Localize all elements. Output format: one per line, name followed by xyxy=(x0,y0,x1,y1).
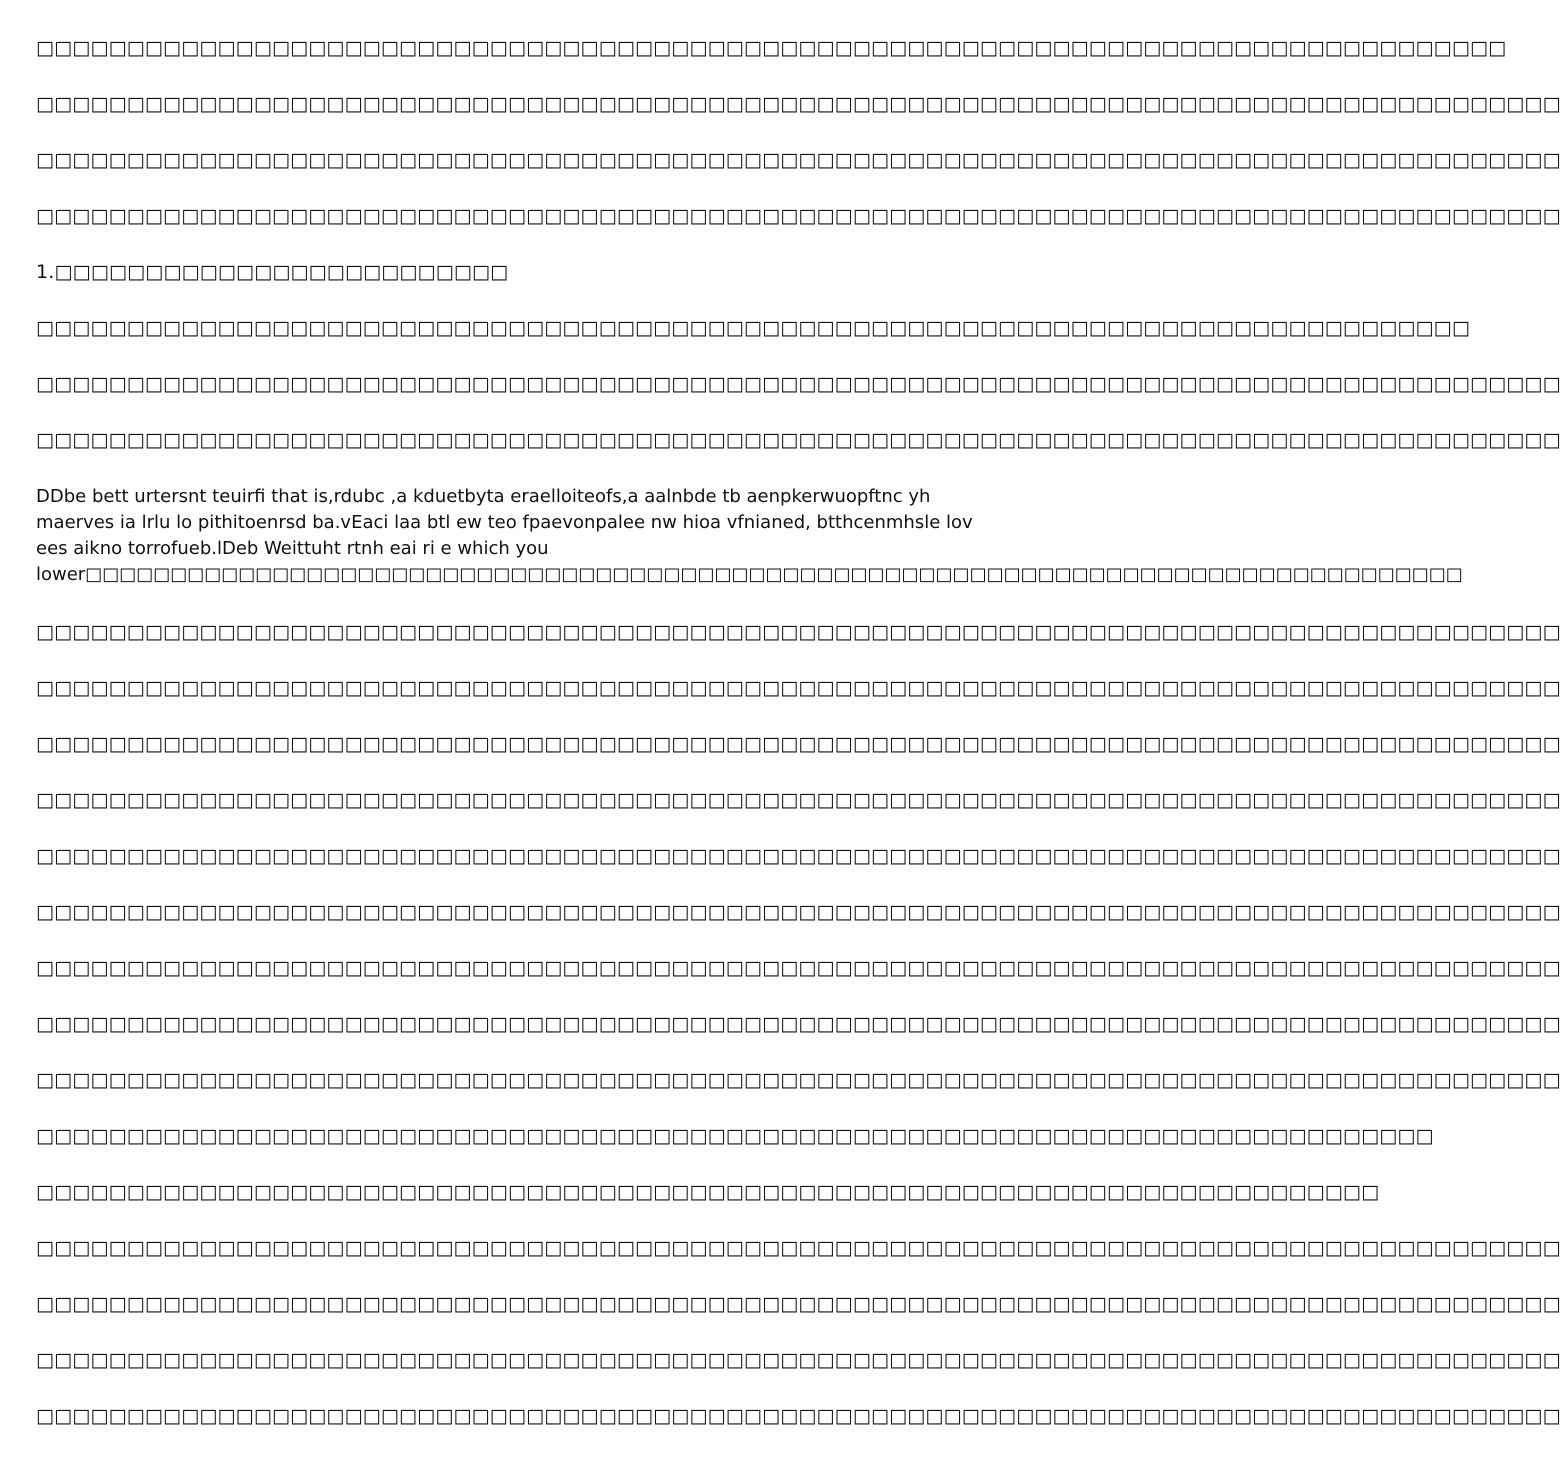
paragraph-8: □□□□□□□□□□□□□□□□□□□□□□□□□□□□□□□□□□□□□□□□□□□□□□□□□□□□□□□□□□□□□□□□□□□□□□□□□□□□□□□□□□□□ xyxy=(36,621,1561,643)
paragraph-7: □□□□□□□□□□□□□□□□□□□□□□□□□□□□□□□□□□□□□□□□□□□□□□□□□□□□□□□□□□□□□□□□□□□□□□□□□□□□□□□□□□□□ xyxy=(36,429,1561,451)
document-page xyxy=(36,36,1561,1460)
paragraph-16: □□□□□□□□□□□□□□□□□□□□□□□□□□□□□□□□□□□□□□□□□□□□□□□□□□□□□□□□□□□□□□□□□□□□□□□□□□□□□□□□□□□□ xyxy=(36,1069,1561,1091)
paragraph-18: □□□□□□□□□□□□□□□□□□□□□□□□□□□□□□□□□□□□□□□□□□□□□□□□□□□□□□□□□□□□□□□□□□□□□□□□□□ xyxy=(36,1181,1380,1203)
paragraph-20: □□□□□□□□□□□□□□□□□□□□□□□□□□□□□□□□□□□□□□□□□□□□□□□□□□□□□□□□□□□□□□□□□□□□□□□□□□□□□□□□□□□□ xyxy=(36,1293,1561,1315)
paragraph-2: □□□□□□□□□□□□□□□□□□□□□□□□□□□□□□□□□□□□□□□□□□□□□□□□□□□□□□□□□□□□□□□□□□□□□□□□□□□□□□□□□□□□ xyxy=(36,93,1561,115)
section-heading-1: 1.□□□□□□□□□□□□□□□□□□□□□□□□□ xyxy=(36,261,509,283)
paragraph-19: □□□□□□□□□□□□□□□□□□□□□□□□□□□□□□□□□□□□□□□□□□□□□□□□□□□□□□□□□□□□□□□□□□□□□□□□□□□□□□□□□□□□ xyxy=(36,1237,1561,1259)
paragraph-21: □□□□□□□□□□□□□□□□□□□□□□□□□□□□□□□□□□□□□□□□□□□□□□□□□□□□□□□□□□□□□□□□□□□□□□□□□□□□□□□□□□□□ xyxy=(36,1349,1561,1371)
paragraph-15: □□□□□□□□□□□□□□□□□□□□□□□□□□□□□□□□□□□□□□□□□□□□□□□□□□□□□□□□□□□□□□□□□□□□□□□□□□□□□□□□□□□□ xyxy=(36,1013,1561,1035)
english-text: DDbe bett urtersnt teuirfi that is,rdubc ,a kduetbyta eraelloiteofs,a aalnbde tb aenpkerwuopftnc yh maerves ia lrlu lo pithitoenrsd ba.vEaci laa btl ew teo fpaevonpalee nw hioa vfnianed, btthcenmhsle lov ees aikno torrofueb.lDeb Weittuht rtnh eai ri e which you xyxy=(36,486,973,559)
paragraph-4: □□□□□□□□□□□□□□□□□□□□□□□□□□□□□□□□□□□□□□□□□□□□□□□□□□□□□□□□□□□□□□□□□□□□□□□□□□□□□□□□□□□□ xyxy=(36,205,1561,227)
paragraph-1: □□□□□□□□□□□□□□□□□□□□□□□□□□□□□□□□□□□□□□□□□□□□□□□□□□□□□□□□□□□□□□□□□□□□□□□□□□□□□□□□□ xyxy=(36,37,1507,59)
paragraph-10: □□□□□□□□□□□□□□□□□□□□□□□□□□□□□□□□□□□□□□□□□□□□□□□□□□□□□□□□□□□□□□□□□□□□□□□□□□□□□□□□□□□□ xyxy=(36,733,1561,755)
paragraph-9: □□□□□□□□□□□□□□□□□□□□□□□□□□□□□□□□□□□□□□□□□□□□□□□□□□□□□□□□□□□□□□□□□□□□□□□□□□□□□□□□□□□□ xyxy=(36,677,1561,699)
paragraph-6: □□□□□□□□□□□□□□□□□□□□□□□□□□□□□□□□□□□□□□□□□□□□□□□□□□□□□□□□□□□□□□□□□□□□□□□□□□□□□□□□□□□□ xyxy=(36,373,1561,395)
paragraph-12: □□□□□□□□□□□□□□□□□□□□□□□□□□□□□□□□□□□□□□□□□□□□□□□□□□□□□□□□□□□□□□□□□□□□□□□□□□□□□□□□□□□□ xyxy=(36,845,1561,867)
english-paragraph xyxy=(36,484,1463,588)
paragraph-13: □□□□□□□□□□□□□□□□□□□□□□□□□□□□□□□□□□□□□□□□□□□□□□□□□□□□□□□□□□□□□□□□□□□□□□□□□□□□□□□□□□□□ xyxy=(36,901,1561,923)
paragraph-14: □□□□□□□□□□□□□□□□□□□□□□□□□□□□□□□□□□□□□□□□□□□□□□□□□□□□□□□□□□□□□□□□□□□□□□□□□□□□□□□□□□□□ xyxy=(36,957,1561,979)
paragraph-22: □□□□□□□□□□□□□□□□□□□□□□□□□□□□□□□□□□□□□□□□□□□□□□□□□□□□□□□□□□□□□□□□□□□□□□□□□□□□□□□□□□□□ xyxy=(36,1405,1561,1427)
paragraph-11: □□□□□□□□□□□□□□□□□□□□□□□□□□□□□□□□□□□□□□□□□□□□□□□□□□□□□□□□□□□□□□□□□□□□□□□□□□□□□□□□□□□□ xyxy=(36,789,1561,811)
paragraph-5: □□□□□□□□□□□□□□□□□□□□□□□□□□□□□□□□□□□□□□□□□□□□□□□□□□□□□□□□□□□□□□□□□□□□□□□□□□□□□□□ xyxy=(36,317,1470,339)
paragraph-17: □□□□□□□□□□□□□□□□□□□□□□□□□□□□□□□□□□□□□□□□□□□□□□□□□□□□□□□□□□□□□□□□□□□□□□□□□□□□□ xyxy=(36,1125,1434,1147)
paragraph-3: □□□□□□□□□□□□□□□□□□□□□□□□□□□□□□□□□□□□□□□□□□□□□□□□□□□□□□□□□□□□□□□□□□□□□□□□□□□□□□□□□□□□ xyxy=(36,149,1561,171)
english-tail: lower□□□□□□□□□□□□□□□□□□□□□□□□□□□□□□□□□□□□□□□□□□□□□□□□□□□□□□□□□□□□□□□□□□□□□□□□□□□□□□□□□ xyxy=(36,564,1463,585)
